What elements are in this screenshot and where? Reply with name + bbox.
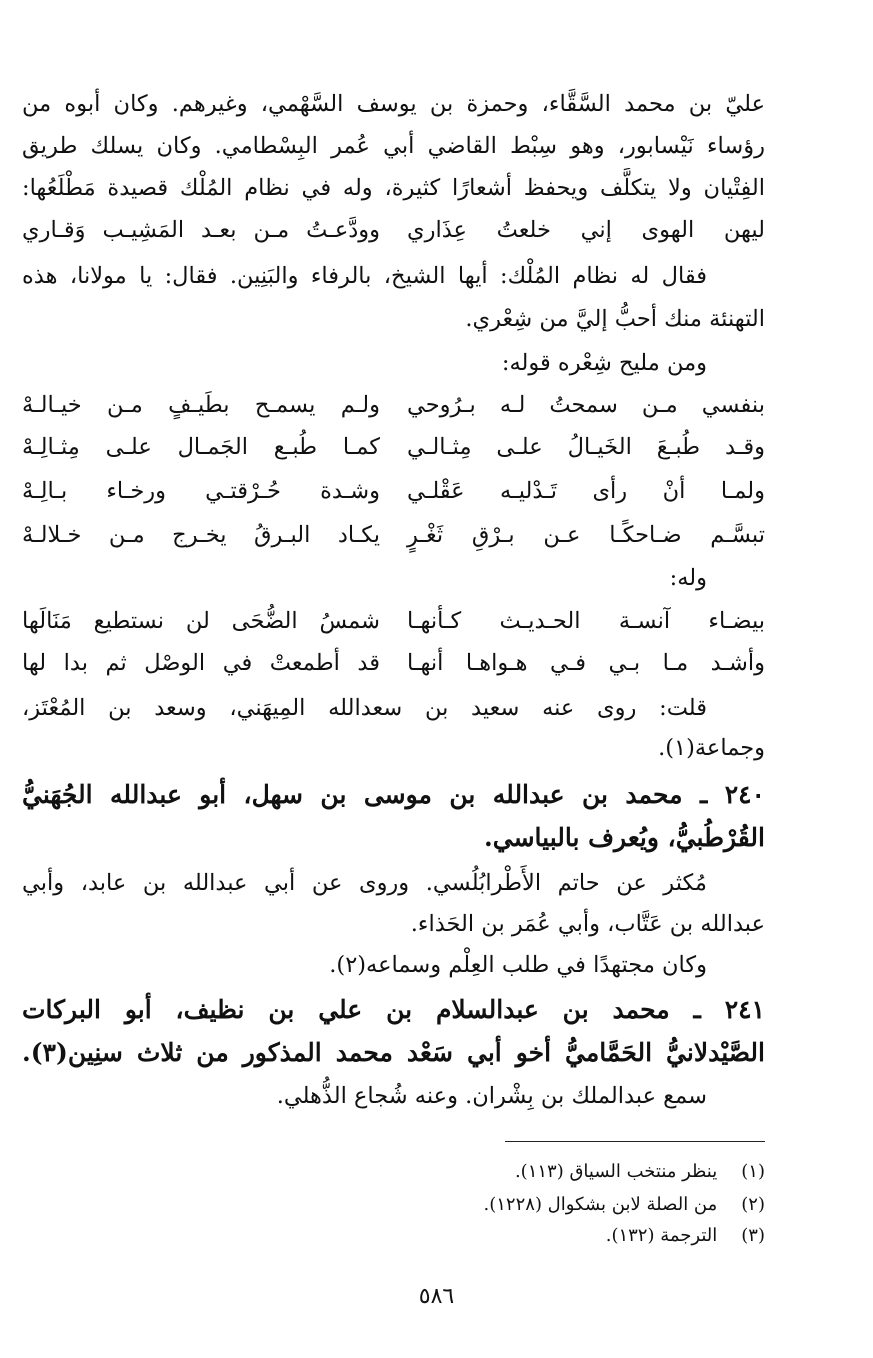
verse-line <box>22 471 765 511</box>
verse-hemistich-second: وشـدة حُـرْقتـي ورخـاء بـالِـهْ <box>22 478 380 504</box>
poem-intro: ومن مليح شِعْره قوله: <box>501 350 707 376</box>
verse-line <box>22 601 765 641</box>
text-line: وجماعة(١). <box>658 735 765 761</box>
verse-hemistich-first: وقـد طُبـعَ الخَيـالُ علـى مِثـالـي <box>407 434 765 460</box>
verse-hemistich-second: قد أطمعتْ في الوصْل ثم بدا لها <box>22 650 380 676</box>
footnote-number: (١) <box>741 1161 765 1182</box>
footnote-divider <box>505 1141 765 1142</box>
verse-hemistich-second: كمـا طُبـع الجَمـال علـى مِثـالِـهْ <box>22 434 380 460</box>
text-line: الفِتْيان ولا يتكلَّف ويحفظ أشعارًا كثيرة، وله في نظام المُلْك قصيدة مَطْلَعُها: <box>22 175 765 201</box>
text-line: قلت: روى عنه سعيد بن سعدالله المِيهَني، وسعد بن المُعْتَز، <box>22 695 707 721</box>
poem-intro: وله: <box>669 565 707 591</box>
verse-hemistich-first: ليهن الهوى إني خلعتُ عِذَاري <box>407 217 765 243</box>
verse-hemistich-second: شمسُ الضُّحَى لن نستطيع مَنَالَها <box>22 608 380 634</box>
verse-line <box>22 210 765 250</box>
verse-hemistich-first: بيضـاء آنسـة الحـديـث كـأنهـا <box>407 608 765 634</box>
text-line: سمع عبدالملك بن بِشْران. وعنه شُجاع الذُّهلي. <box>276 1083 707 1109</box>
footnote-number: (٣) <box>741 1225 765 1246</box>
entry-title: القُرْطُبيُّ، ويُعرف بالبياسي. <box>484 823 765 852</box>
footnote-number: (٢) <box>741 1194 765 1215</box>
entry-title: الصَّيْدلانيُّ الحَمَّاميُّ أخو أبي سَعْد محمد المذكور من ثلاث سنِين(٣). <box>22 1038 765 1067</box>
text-line: مُكثر عن حاتم الأَطْرابُلُسي. وروى عن أبي عبدالله بن عابد، وأبي <box>22 870 707 896</box>
text-line: عليّ بن محمد السَّقَّاء، وحمزة بن يوسف السَّهْمي، وغيرهم. وكان أبوه من <box>22 91 765 117</box>
verse-line <box>22 515 765 555</box>
text-line: رؤساء نَيْسابور، وهو سِبْط القاضي أبي عُمر البِسْطامي. وكان يسلك طريق <box>22 133 765 159</box>
entry-title: ٢٤٠ ـ محمد بن عبدالله بن موسى بن سهل، أبو عبدالله الجُهَنيُّ <box>22 780 765 809</box>
verse-line <box>22 427 765 467</box>
text-line: وكان مجتهدًا في طلب العِلْم وسماعه(٢). <box>329 952 707 978</box>
verse-hemistich-second: وودَّعـتُ مـن بعـد المَشِيـب وَقـاري <box>22 217 380 243</box>
verse-hemistich-second: يكـاد البـرقُ يخـرج مـن خـلالـهْ <box>22 522 380 548</box>
verse-line <box>22 643 765 683</box>
entry-title: ٢٤١ ـ محمد بن عبدالسلام بن علي بن نظيف، أبو البركات <box>22 995 765 1024</box>
footnote-text: الترجمة (١٣٢). <box>605 1225 718 1246</box>
footnote-text: من الصلة لابن بشكوال (١٢٢٨). <box>483 1194 718 1215</box>
text-line: التهنئة منك أحبُّ إليَّ من شِعْري. <box>465 306 765 332</box>
verse-hemistich-first: ولمـا أنْ رأى تَـدْليـه عَقْلـي <box>407 478 765 504</box>
text-line: عبدالله بن عَتَّاب، وأبي عُمَر بن الحَذاء. <box>410 911 765 937</box>
footnote <box>22 1157 765 1187</box>
footnote <box>22 1190 765 1220</box>
page-number: ٥٨٦ <box>418 1284 455 1309</box>
verse-hemistich-second: ولـم يسمـح بطَيـفٍ مـن خيـالـهْ <box>22 392 380 418</box>
footnote-text: ينظر منتخب السياق (١١٣). <box>514 1161 718 1182</box>
footnote <box>22 1221 765 1251</box>
verse-line <box>22 385 765 425</box>
verse-hemistich-first: بنفسي مـن سمحتُ لـه بـرُوحي <box>407 392 765 418</box>
verse-hemistich-first: وأشـد مـا بـي فـي هـواهـا أنهـا <box>407 650 765 676</box>
verse-hemistich-first: تبسَّـم ضـاحكًـا عـن بـرْقِ ثَغْـرٍ <box>407 522 765 548</box>
text-line: فقال له نظام المُلْك: أيها الشيخ، بالرفاء والبَنِين. فقال: يا مولانا، هذه <box>22 263 707 289</box>
